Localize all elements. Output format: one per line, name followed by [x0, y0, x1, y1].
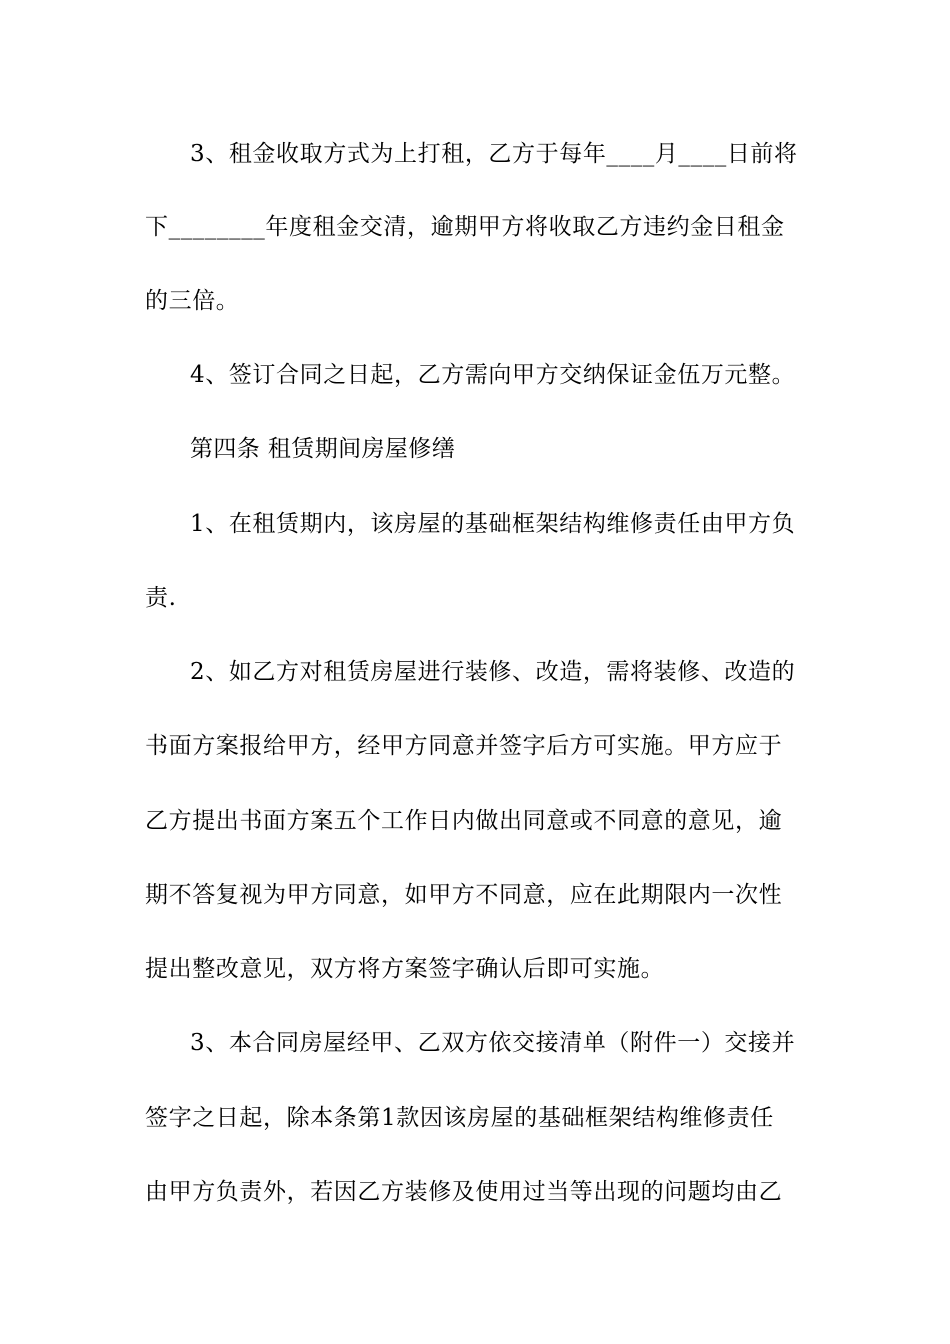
paragraph-repair-3-line-1: 3、本合同房屋经甲、乙双方依交接清单（附件一）交接并: [190, 1030, 796, 1056]
paragraph-repair-2-line-4: 期不答复视为甲方同意，如甲方不同意，应在此期限内一次性: [145, 882, 783, 908]
article-four-heading: 第四条 租赁期间房屋修缮: [190, 436, 456, 462]
paragraph-rent-collection-line-3: 的三倍。: [145, 288, 240, 314]
paragraph-repair-2-line-2: 书面方案报给甲方，经甲方同意并签字后方可实施。甲方应于: [145, 733, 783, 759]
paragraph-repair-3-line-2: 签字之日起，除本条第1款因该房屋的基础框架结构维修责任: [145, 1105, 774, 1131]
paragraph-deposit: 4、签订合同之日起，乙方需向甲方交纳保证金伍万元整。: [190, 362, 796, 388]
paragraph-repair-1-line-2: 责.: [145, 585, 177, 611]
paragraph-repair-2-line-3: 乙方提出书面方案五个工作日内做出同意或不同意的意见，逾: [145, 808, 783, 834]
paragraph-rent-collection-line-2: 下________年度租金交清，逾期甲方将收取乙方违约金日租金: [145, 214, 785, 240]
paragraph-repair-3-line-3: 由甲方负责外，若因乙方装修及使用过当等出现的问题均由乙: [145, 1179, 783, 1205]
paragraph-repair-1-line-1: 1、在租赁期内，该房屋的基础框架结构维修责任由甲方负: [190, 511, 796, 537]
paragraph-repair-2-line-1: 2、如乙方对租赁房屋进行装修、改造，需将装修、改造的: [190, 659, 796, 685]
paragraph-repair-2-line-5: 提出整改意见，双方将方案签字确认后即可实施。: [145, 956, 665, 982]
paragraph-rent-collection-line-1: 3、租金收取方式为上打租，乙方于每年____月____日前将: [190, 141, 798, 167]
